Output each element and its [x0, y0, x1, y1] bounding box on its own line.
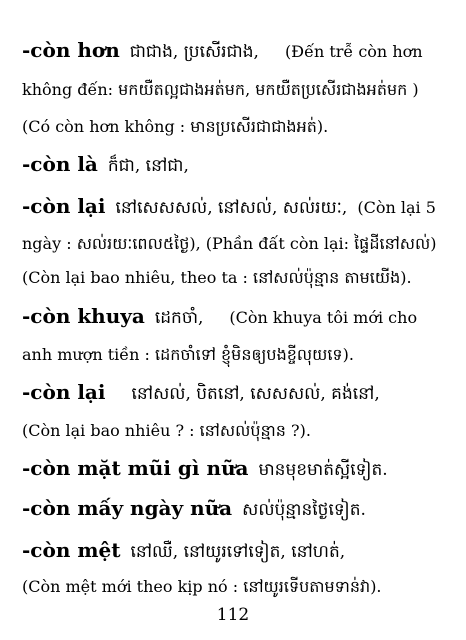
- example: (Đến trễ còn hơn: [284, 42, 423, 61]
- entry-headline: [22, 152, 456, 178]
- headword: -còn khuya: [22, 304, 145, 328]
- gloss: ក៏ជា, នៅជា,: [107, 156, 189, 176]
- example-continuation: ngày : សល់រយៈពេល៥ថ្ងៃ), (Phần đất còn lại: ផ្ទៃដីនៅសល់): [22, 234, 437, 253]
- headword: -còn lại: [22, 380, 106, 404]
- gloss: នៅឈឺ, នៅយូរទៅទៀត, នៅហត់,: [130, 542, 346, 562]
- entry-headline: [22, 456, 456, 482]
- entry-headline: [22, 538, 456, 564]
- entry-headline: [22, 496, 456, 522]
- example-continuation: (Có còn hơn không : មានប្រសើរជាជាងអត់).: [22, 117, 329, 136]
- page-number: 112: [216, 605, 250, 625]
- gloss: នៅសេសសល់, នៅសល់, សល់រយៈ,: [115, 198, 348, 218]
- example-continuation: không đến: មកយឺតល្អជាងអត់មក, មកយឺតប្រសើរជាងអត់មក ): [22, 80, 419, 99]
- example-continuation: (Còn lại bao nhiêu ? : នៅសល់ប៉ុន្មាន ?).: [22, 421, 311, 440]
- entry-headline: [22, 38, 456, 64]
- headword: -còn mệt: [22, 538, 121, 562]
- gloss: សល់ប៉ុន្មានថ្ងៃទៀត.: [242, 500, 366, 520]
- headword: -còn là: [22, 152, 98, 176]
- gloss: មានមុខមាត់ស្អីទៀត.: [258, 460, 388, 480]
- example-continuation: (Còn mệt mới theo kịp nó : នៅយូរទើបតាមទាន់វា).: [22, 577, 382, 596]
- example: (Còn lại 5: [357, 198, 436, 217]
- example: (Còn khuya tôi mới cho: [229, 308, 418, 327]
- headword: -còn hơn: [22, 38, 120, 62]
- entry-headline: [22, 194, 456, 220]
- entry-headline: [22, 304, 456, 330]
- headword: -còn lại: [22, 194, 106, 218]
- example-continuation: (Còn lại bao nhiêu, theo ta : នៅសល់ប៉ុន្មាន តាមយើង).: [22, 268, 412, 287]
- example-continuation: anh mượn tiền : ដេកចាំទៅ ខ្ញុំមិនឲ្យបងខ្ចីលុយទេ).: [22, 345, 354, 364]
- gloss: ជាជាង, ប្រសើរជាង,: [129, 42, 259, 62]
- headword: -còn mặt mũi gì nữa: [22, 456, 249, 480]
- entry-headline: [22, 380, 456, 406]
- gloss: នៅសល់, បិតនៅ, សេសសល់, គង់នៅ,: [131, 384, 380, 404]
- headword: -còn mấy ngày nữa: [22, 496, 233, 520]
- gloss: ដេកចាំ,: [154, 308, 204, 328]
